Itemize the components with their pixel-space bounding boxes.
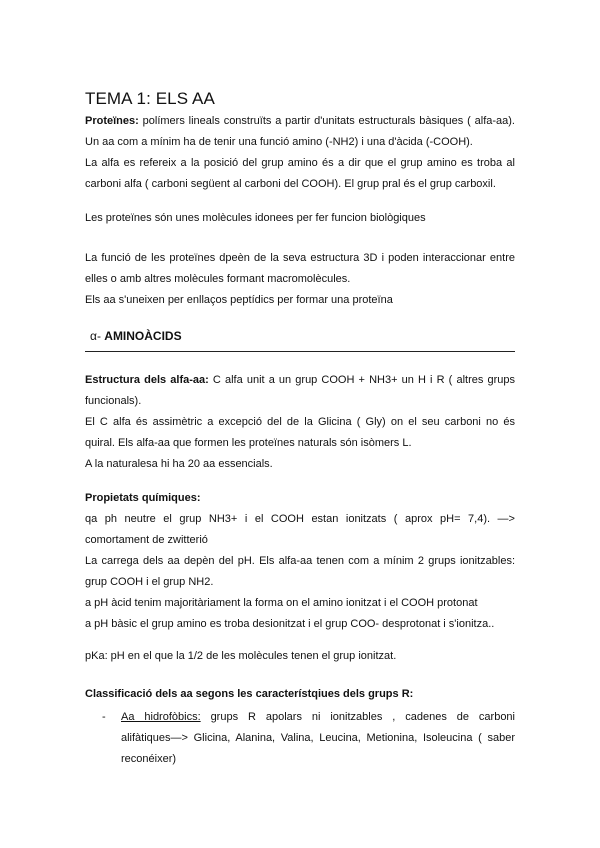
hydrophobic-line-1: Aa hidrofòbics: grups R apolars ni ionitzables , cadenes de carboni <box>121 711 515 723</box>
structure-line-2: funcionals). <box>85 395 142 407</box>
chemical-heading: Propietats químiques: <box>85 492 201 504</box>
chemical-line-1: qa ph neutre el grup NH3+ i el COOH estan ionitzats ( aprox pH= 7,4). —> <box>85 513 515 525</box>
ideal-line: Les proteïnes són unes molècules idonees per fer funcion biològiques <box>85 212 426 224</box>
chemical-line-4: grup COOH i el grup NH2. <box>85 576 214 588</box>
structure-paragraph <box>85 370 515 475</box>
classification-paragraph <box>85 684 515 705</box>
chemical-paragraph <box>85 488 515 635</box>
section-divider <box>85 351 515 352</box>
chemical-line-3: La carrega dels aa depèn del pH. Els alfa-aa tenen com a mínim 2 grups ionitzables: <box>85 555 515 567</box>
chemical-line-6: a pH bàsic el grup amino es troba desionitzat i el grup COO- desprotonat i s'ionitza.. <box>85 618 495 630</box>
structure-term: Estructura dels alfa-aa: <box>85 374 209 386</box>
list-item-hydrophobic <box>121 707 515 770</box>
structure-line-5: A la naturalesa hi ha 20 aa essencials. <box>85 458 273 470</box>
ideal-paragraph <box>85 208 515 229</box>
intro-line-4: carboni alfa ( carboni següent al carboni del COOH). El grup pral és el grup carboxil. <box>85 178 496 190</box>
hydrophobic-line-2: alifàtiques—> Glicina, Alanina, Valina, Leucina, Metionina, Isoleucina ( saber <box>121 732 515 744</box>
structure-line-1: Estructura dels alfa-aa: C alfa unit a un grup COOH + NH3+ un H i R ( altres grups <box>85 374 515 386</box>
intro-line-3: La alfa es refereix a la posició del grup amino és a dir que el grup amino es troba al <box>85 157 515 169</box>
function-line-3: Els aa s'uneixen per enllaços peptídics per formar una proteïna <box>85 294 393 306</box>
alpha-symbol: α- <box>90 329 101 343</box>
classification-heading: Classificació dels aa segons les característqiues dels grups R: <box>85 688 414 700</box>
page-title: TEMA 1: ELS AA <box>85 89 215 108</box>
bullet-dash: - <box>102 711 106 723</box>
section-heading-aminoacids: α- AMINOÀCIDS <box>90 329 182 343</box>
function-paragraph <box>85 248 515 311</box>
intro-paragraph <box>85 111 515 195</box>
structure-line-4: quiral. Els alfa-aa que formen les proteïnes naturals són isòmers L. <box>85 437 412 449</box>
hydrophobic-line-3: reconéixer) <box>121 753 177 765</box>
pka-paragraph <box>85 646 515 667</box>
structure-line-3: El C alfa és assimètric a excepció del de la Glicina ( Gly) on el seu carboni no és <box>85 416 515 428</box>
proteines-term: Proteïnes: <box>85 115 139 127</box>
intro-line-2: Un aa com a mínim ha de tenir una funció amino (-NH2) i una d'àcida (-COOH). <box>85 136 473 148</box>
hydrophobic-term: Aa hidrofòbics: <box>121 711 201 723</box>
chemical-line-2: comortament de zwitterió <box>85 534 208 546</box>
pka-line: pKa: pH en el que la 1/2 de les molècules tenen el grup ionitzat. <box>85 650 397 662</box>
function-line-1: La funció de les proteïnes dpeèn de la seva estructura 3D i poden interaccionar entre <box>85 252 515 264</box>
intro-line-1: Proteïnes: polímers lineals construïts a partir d'unitats estructurals bàsiques ( alfa-aa). <box>85 115 515 127</box>
function-line-2: elles o amb altres molècules formant macromolècules. <box>85 273 351 285</box>
chemical-line-5: a pH àcid tenim majoritàriament la forma on el amino ionitzat i el COOH protonat <box>85 597 478 609</box>
